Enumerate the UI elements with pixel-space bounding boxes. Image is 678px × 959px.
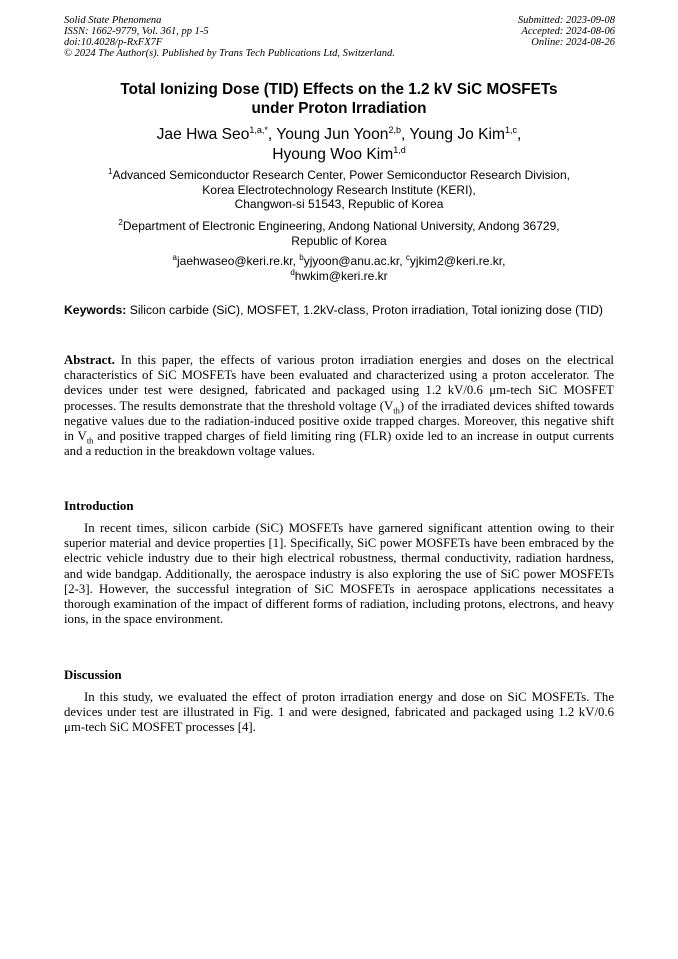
author-name: Young Jun Yoon [276, 126, 389, 143]
email-link[interactable]: hwkim@keri.re.kr [294, 268, 388, 283]
online-date: Online: 2024-08-26 [531, 37, 615, 48]
discussion-heading: Discussion [64, 668, 122, 682]
accepted-date: Accepted: 2024-08-06 [521, 26, 615, 37]
email-line [64, 254, 614, 269]
introduction-heading: Introduction [64, 499, 134, 513]
affiliation-line [64, 219, 614, 234]
author-line-1 [64, 125, 614, 145]
affiliation-1 [64, 168, 614, 212]
email-line [64, 269, 614, 284]
author-affiliation-mark: 2,b [388, 124, 401, 135]
author-list [64, 125, 614, 165]
author-emails [64, 254, 614, 283]
keywords-label: Keywords: [64, 303, 127, 317]
email-link[interactable]: yjyoon@anu.ac.kr, [303, 254, 406, 268]
submitted-date: Submitted: 2023-09-08 [517, 15, 615, 26]
title-line-2: under Proton Irradiation [251, 100, 427, 117]
affiliation-mark: 1 [107, 167, 113, 176]
copyright: © 2024 The Author(s). Published by Trans Tech Publications Ltd, Switzerland. [64, 48, 395, 59]
abstract-text: and positive trapped charges of field limiting ring (FLR) oxide led to an increase in output currents and a reduction in the breakdown voltage values. [64, 429, 615, 459]
email-mark: c [405, 253, 410, 262]
author-affiliation-mark: 1,d [393, 144, 406, 155]
email-mark: d [290, 267, 295, 277]
author-name: Jae Hwa Seo [156, 126, 250, 143]
abstract [64, 353, 614, 459]
subscript: th [86, 435, 94, 446]
email-mark: b [299, 253, 304, 262]
author-separator: , [517, 126, 522, 143]
title-line-1: Total Ionizing Dose (TID) Effects on the 1.2 kV SiC MOSFETs [120, 81, 558, 98]
issn: ISSN: 1662-9779, Vol. 361, pp 1-5 [64, 26, 209, 37]
affiliation-mark: 2 [118, 218, 123, 227]
email-mark: a [172, 253, 177, 262]
paper-title [64, 80, 614, 118]
affiliation-2 [64, 219, 614, 248]
affiliation-line [64, 168, 614, 183]
affiliation-line: Republic of Korea [291, 233, 387, 248]
email-link[interactable]: jaehwaseo@keri.re.kr, [177, 254, 300, 268]
doi: doi:10.4028/p-RxFX7F [64, 37, 163, 48]
author-separator: , [267, 126, 277, 143]
introduction-paragraph: In recent times, silicon carbide (SiC) MOSFETs have garnered significant attention owing to their superior material and device properties [1]. Specifically, SiC power MOSFETs have been embraced by the electric vehicle industry due to their high electrical robustness, thermal conductivity, radiation hardness, and wide bandgap. Additionally, the aerospace industry is also exploring the use of SiC power MOSFETs [2-3]. However, the successful integration of SiC MOSFETs in aerospace applications necessitates a thorough examination of the impact of different forms of radiation, including protons, electrons, and heavy ions, in the space environment. [64, 521, 614, 627]
keywords [64, 303, 614, 318]
header-row [64, 26, 615, 37]
journal-name: Solid State Phenomena [64, 15, 162, 26]
affiliation-line: Changwon-si 51543, Republic of Korea [234, 197, 444, 211]
discussion-paragraph: In this study, we evaluated the effect of proton irradiation energy and dose on SiC MOSFETs. The devices under test are illustrated in Fig. 1 and were designed, fabricated and packaged using 1.2 kV/0.6 μm-tech SiC MOSFET processes [4]. [64, 690, 614, 735]
email-link[interactable]: yjkim2@keri.re.kr, [409, 254, 506, 268]
abstract-text: In this paper, the effects of various proton irradiation energies and doses on the electrical characteristics of SiC MOSFETs have been evaluated and characterized using a proton accelerator. The devices under test were designed, fabricated and packaged using 1.2 kV/0.6 μm-tech SiC MOSFET processes. The results demonstrate that the threshold voltage (V [64, 353, 614, 413]
abstract-label: Abstract. [64, 353, 115, 367]
header-row [64, 37, 615, 48]
author-separator: , [400, 126, 410, 143]
author-line-2 [64, 145, 614, 165]
keywords-text: Silicon carbide (SiC), MOSFET, 1.2kV-class, Proton irradiation, Total ionizing dose (TID) [126, 303, 603, 317]
author-affiliation-mark: 1,a,* [249, 124, 268, 135]
abstract-text: ) of the irradiated devices shifted towards negative values due to the radiation-induced positive oxide trapped charges. Moreover, this negative shift in V [64, 398, 614, 444]
header-row [64, 15, 615, 26]
page-header [64, 15, 615, 59]
affiliation-line: Korea Electrotechnology Research Institute (KERI), [202, 182, 476, 197]
author-name: Young Jo Kim [409, 126, 506, 143]
subscript: th [393, 405, 400, 416]
affiliation-text: Advanced Semiconductor Research Center, Power Semiconductor Research Division, [112, 168, 570, 182]
author-name: Hyoung Woo Kim [272, 146, 394, 163]
affiliation-text: Department of Electronic Engineering, Andong National University, Andong 36729, [122, 219, 560, 233]
header-row [64, 48, 615, 59]
author-affiliation-mark: 1,c [505, 124, 518, 135]
